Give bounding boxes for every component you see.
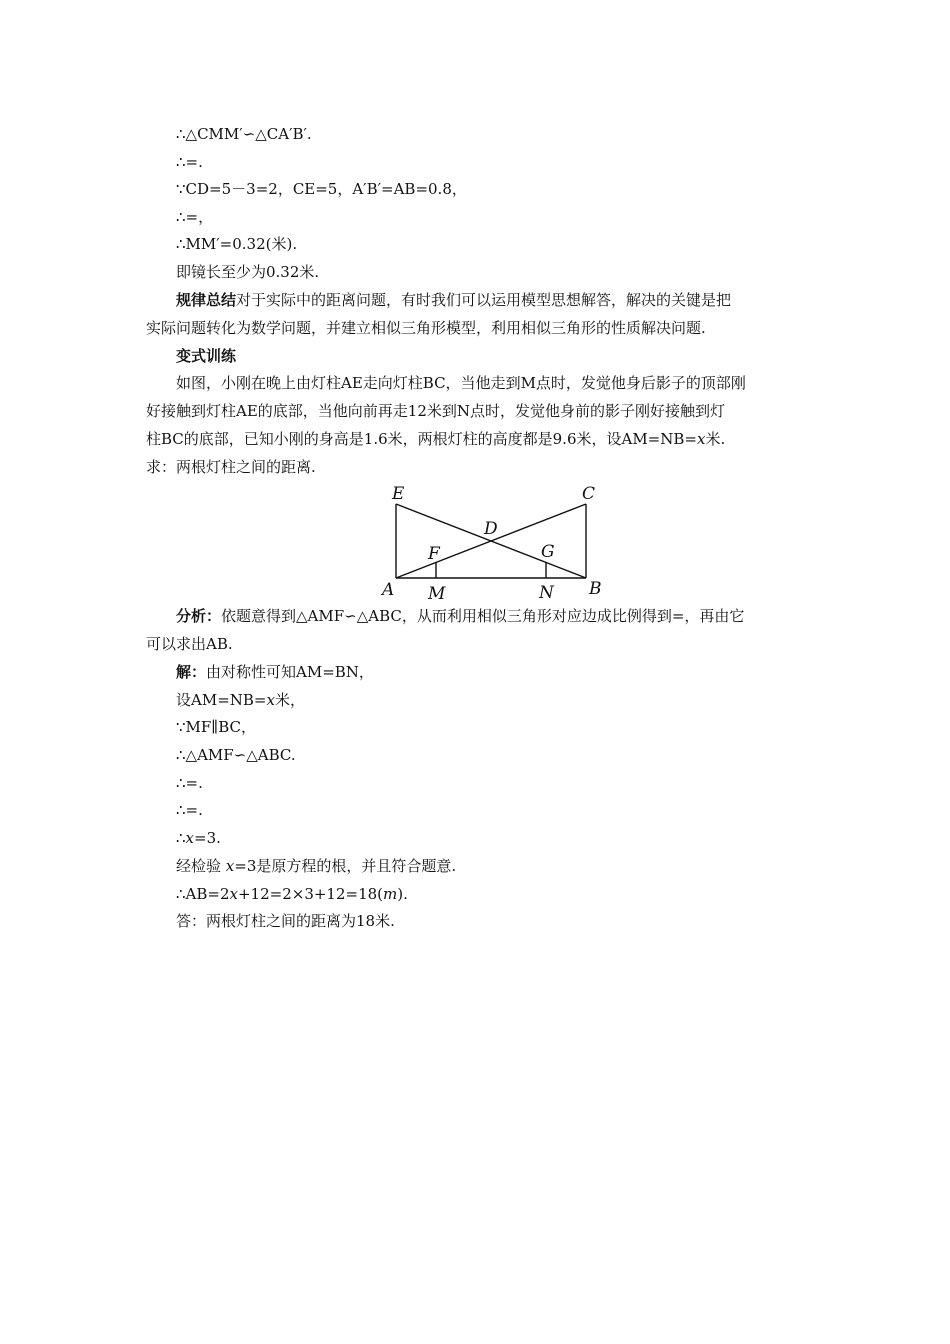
math-variable: x [266, 691, 275, 709]
text-span: 米， [274, 691, 305, 709]
text-line: 即镜长至少为0.32米. [176, 263, 320, 281]
analysis-label: 分析： [176, 607, 222, 625]
text-span: 米. [705, 430, 726, 448]
summary-label: 规律总结 [176, 291, 237, 309]
text-span: 柱BC的底部，已知小刚的身高是1.6米，两根灯柱的高度都是9.6米，设AM=NB= [146, 430, 697, 448]
math-variable: x [696, 430, 706, 448]
text-line: ∴=. [176, 801, 203, 819]
text-line: ∴=， [176, 208, 214, 226]
analysis-text: 依题意得到△AMF∽△ABC，从而利用相似三角形对应边成比例得到=，再由它 [221, 607, 745, 625]
text-line [176, 828, 221, 848]
text-line [176, 884, 408, 904]
text-span: +12=2×3+12=18( [237, 885, 384, 903]
solution-label: 解： [176, 663, 207, 681]
geometry-figure [378, 480, 614, 606]
text-span: 经检验 [176, 857, 226, 875]
label-e: E [392, 484, 405, 504]
solution-text: 由对称性可知AM=BN， [206, 663, 374, 681]
text-line: ∴MM′=0.32(米). [176, 235, 298, 253]
text-line: ∵MF∥BC， [176, 718, 257, 736]
text-line: 好接触到灯柱AE的底部，当他向前再走12米到N点时，发觉他身前的影子刚好接触到灯 [146, 402, 725, 420]
unit-symbol: m [383, 885, 398, 903]
text-span: ∴AB=2 [176, 885, 230, 903]
label-c: C [582, 484, 596, 504]
text-line [176, 690, 305, 710]
summary-paragraph [176, 290, 731, 310]
geometry-diagram [378, 480, 614, 606]
text-line: 实际问题转化为数学问题，并建立相似三角形模型，利用相似三角形的性质解决问题. [146, 319, 706, 337]
label-n: N [539, 583, 554, 603]
math-variable: x [225, 857, 235, 875]
label-a: A [382, 580, 395, 600]
text-line: ∴△CMM′∽△CA′B′. [176, 125, 312, 143]
text-line [176, 856, 456, 876]
text-line: 可以求出AB. [146, 635, 233, 653]
label-d: D [484, 519, 498, 539]
text-span: ). [397, 885, 408, 903]
analysis-paragraph [176, 606, 744, 626]
text-span: 设AM=NB= [176, 691, 267, 709]
math-variable: x [229, 885, 238, 903]
text-line: ∵CD=5－3=2，CE=5，A′B′=AB=0.8， [176, 180, 467, 198]
text-line [146, 429, 725, 449]
solution-paragraph [176, 662, 374, 682]
text-line: 如图，小刚在晚上由灯柱AE走向灯柱BC，当他走到M点时，发觉他身后影子的顶部刚 [176, 374, 746, 392]
text-line: ∴=. [176, 774, 203, 792]
section-heading: 变式训练 [176, 347, 237, 365]
text-span: ∴ [176, 829, 186, 847]
label-f: F [428, 544, 440, 564]
text-line: 求：两根灯柱之间的距离. [146, 458, 316, 476]
label-m: M [428, 584, 446, 604]
text-line: ∴△AMF∽△ABC. [176, 746, 296, 764]
text-span: =3. [194, 829, 221, 847]
text-line: 答：两根灯柱之间的距离为18米. [176, 912, 395, 930]
summary-text: 对于实际中的距离问题，有时我们可以运用模型思想解答，解决的关键是把 [236, 291, 732, 309]
math-variable: x [185, 829, 195, 847]
text-line: ∴=. [176, 153, 203, 171]
label-g: G [541, 542, 555, 562]
label-b: B [589, 579, 602, 599]
text-span: =3是原方程的根，并且符合题意. [234, 857, 457, 875]
